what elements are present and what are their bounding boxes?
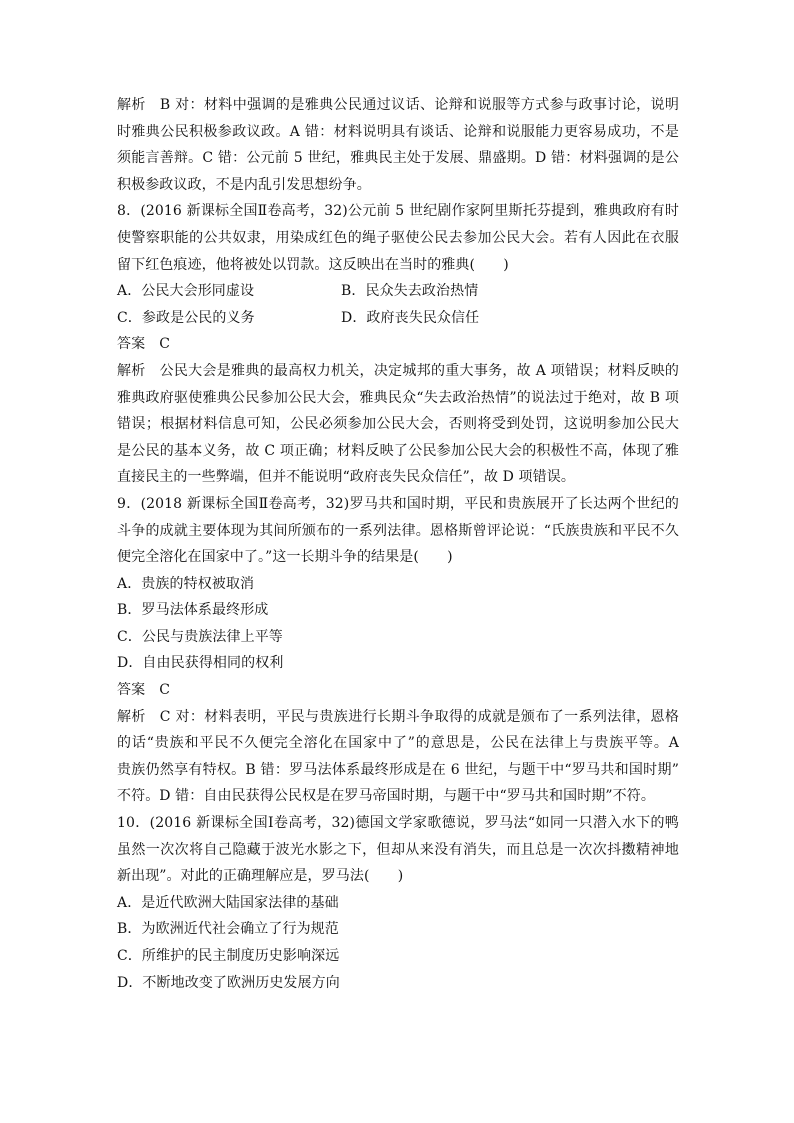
question-stem-line: 斗争的成就主要体现为其间所颁布的一系列法律。恩格斯曾评论说：“氏族贵族和平民不久 [117, 522, 679, 539]
option-c: C．公民与贵族法律上平等 [117, 628, 283, 645]
question-stem-line: 9．(2018 新课标全国Ⅱ卷高考，32)罗马共和国时期，平民和贵族展开了长达两个世纪的 [117, 495, 679, 512]
option-d: D．政府丧失民众信任 [341, 309, 480, 326]
text-line: 的话“贵族和平民不久便完全溶化在国家中了”的意思是，公民在法律上与贵族平等。A [117, 735, 679, 752]
question-stem-line: 使警察职能的公共奴隶，用染成红色的绳子驱使公民去参加公民大会。若有人因此在衣服 [117, 229, 679, 246]
question-stem-line: 虽然一次次将自己隐藏于波光水影之下，但却从来没有消失，而且总是一次次抖擞精神地 [117, 841, 679, 858]
option-c: C．参政是公民的义务 [117, 309, 255, 326]
option-b: B．为欧洲近代社会确立了行为规范 [117, 921, 339, 938]
option-a: A．公民大会形同虚设 [117, 283, 255, 300]
option-d: D．不断地改变了欧洲历史发展方向 [117, 974, 340, 991]
question-stem-line: 便完全溶化在国家中了。”这一长期斗争的结果是( ) [117, 549, 453, 566]
question-stem-line: 新出现”。对此的正确理解应是，罗马法( ) [117, 868, 404, 885]
answer-value: C [159, 682, 171, 699]
question-8 [117, 198, 679, 331]
text-line: 积极参政议政，不是内乱引发思想纷争。 [117, 176, 371, 193]
option-c: C．所维护的民主制度历史影响深远 [117, 948, 340, 964]
text-line: 解析 公民大会是雅典的最高权力机关，决定城邦的重大事务，故 A 项错误；材料反映的 [117, 362, 679, 379]
question-stem-line: 8．(2016 新课标全国Ⅱ卷高考，32)公元前 5 世纪剧作家阿里斯托芬提到，雅典政府有时 [117, 203, 679, 220]
text-line: 解析 C 对：材料表明，平民与贵族进行长期斗争取得的成就是颁布了一系列法律，恩格 [117, 708, 679, 725]
text-line: 错误；根据材料信息可知，公民必须参加公民大会，否则将受到处罚，这说明参加公民大 [117, 416, 679, 433]
question-stem-line: 留下红色痕迹，他将被处以罚款。这反映出在当时的雅典( ) [117, 256, 509, 273]
text-line: 时雅典公民积极参政议政。A 错：材料说明具有谈话、论辩和说服能力更容易成功，不是 [117, 123, 679, 140]
question-stem-line: 10．(2016 新课标全国Ⅰ卷高考，32)德国文学家歌德说，罗马法“如同一只潜入水下的鸭 [117, 815, 679, 832]
option-b: B．罗马法体系最终形成 [117, 602, 269, 619]
text-line: 雅典政府驱使雅典公民参加公民大会，雅典民众“失去政治热情”的说法过于绝对，故 B 项 [117, 389, 679, 406]
document-page [117, 92, 679, 996]
analysis-label: 解析 [117, 362, 146, 379]
answer-line [117, 331, 679, 358]
option-row [117, 278, 679, 305]
answer-label: 答案 [117, 682, 146, 699]
text-line: 须能言善辩。C 错：公元前 5 世纪，雅典民主处于发展、鼎盛期。D 错：材料强调的是公 [117, 150, 679, 167]
option-b: B．民众失去政治热情 [341, 283, 479, 300]
option-a: A．是近代欧洲大陆国家法律的基础 [117, 894, 339, 911]
text-line: 贵族仍然享有特权。B 错：罗马法体系最终形成是在 6 世纪，与题干中“罗马共和国时期” [117, 761, 679, 778]
text-line: 解析 B 对：材料中强调的是雅典公民通过议话、论辩和说服等方式参与政事讨论，说明 [117, 97, 679, 113]
analysis-block [117, 92, 679, 198]
analysis-block [117, 358, 679, 491]
option-a: A．贵族的特权被取消 [117, 575, 255, 592]
analysis-block [117, 704, 679, 810]
answer-line [117, 677, 679, 704]
answer-value: C [159, 336, 171, 353]
text-line: 直接民主的一些弊端，但并不能说明“政府丧失民众信任”，故 D 项错误。 [117, 469, 575, 486]
analysis-label: 解析 [117, 97, 146, 113]
question-9 [117, 491, 679, 677]
option-d: D．自由民获得相同的权利 [117, 655, 284, 672]
text-line: 是公民的基本义务，故 C 项正确；材料反映了公民参加公民大会的积极性不高，体现了雅 [117, 442, 679, 459]
question-10 [117, 810, 679, 996]
option-row [117, 305, 679, 332]
analysis-label: 解析 [117, 708, 146, 725]
answer-label: 答案 [117, 336, 146, 353]
text-line: 不符。D 错：自由民获得公民权是在罗马帝国时期，与题干中“罗马共和国时期”不符。 [117, 788, 655, 805]
